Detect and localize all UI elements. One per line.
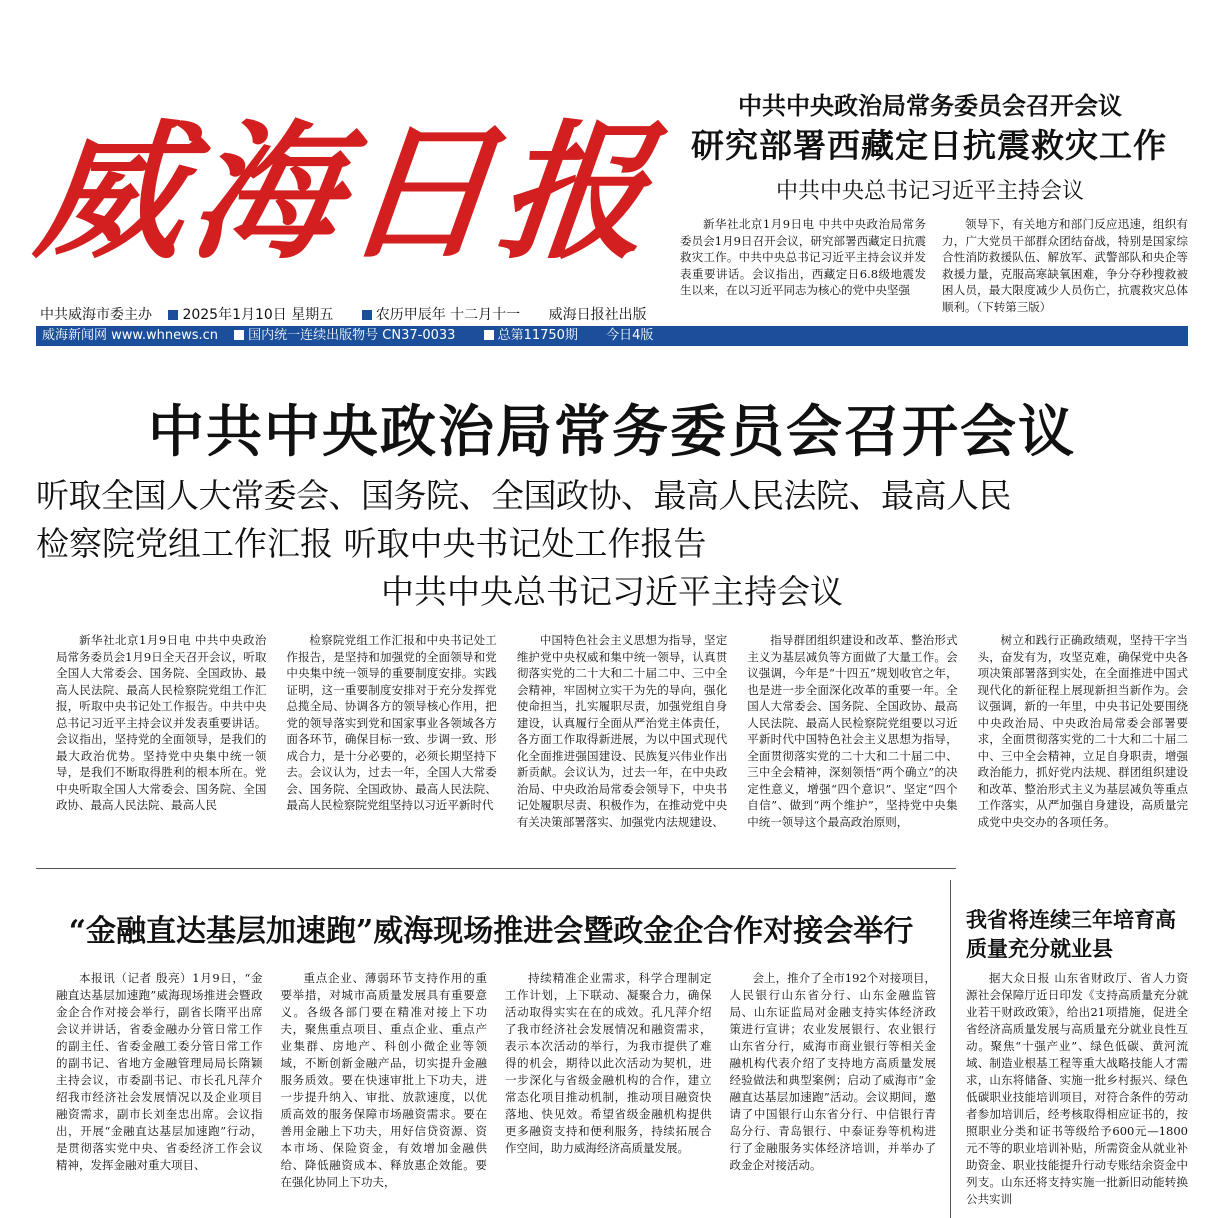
continued-note: （下转第三版） [976, 299, 1052, 314]
lunar-date-label: 农历甲辰年 十二月十一 [375, 307, 521, 323]
side-story-headline[interactable]: 我省将连续三年培育高质量充分就业县 [966, 908, 1176, 961]
issue-label: 总第11750期 [497, 328, 578, 343]
square-bullet-icon [168, 310, 178, 320]
masthead-info-line [40, 304, 660, 326]
main-headline[interactable]: 中共中央政治局常务委员会召开会议 [148, 399, 1076, 465]
finance-story-headline[interactable]: “金融直达基层加速跑”威海现场推进会暨政金企合作对接会举行 [68, 914, 914, 949]
main-subhead-2: 检察院党组工作汇报 听取中央书记处工作报告 [36, 524, 707, 563]
pages-label: 今日4版 [606, 328, 654, 343]
cn-number-label: 国内统一连续出版物号 CN37-0033 [248, 328, 456, 343]
column-divider [950, 880, 951, 1218]
finance-story-column: 持续精准企业需求，科学合理制定工作计划，上下联动、凝聚合力，确保活动取得实实在在的成效。孔凡萍介绍了我市经济社会发展情况和融资需求，表示本次活动的举行，为我市提供了难得的机会，期待以此次活动为契机，进一步深化与省级金融机构的合作，建立常态化项目推动机制，推动项目融资快落地、快见效。希望省级金融机构提供更多融资支持和便利服务，持续拓展合作空间，助力威海经济高质量发展。 [505, 971, 712, 1155]
main-subhead-1: 听取全国人大常委会、国务院、全国政协、最高人民法院、最高人民 [36, 476, 1011, 515]
square-bullet-icon [234, 330, 244, 340]
publisher-label: 威海日报社出版 [548, 307, 647, 323]
side-story-body [966, 970, 1188, 1218]
finance-story-column: 本报讯（记者 殷亮）1月9日，“金融直达基层加速跑”威海现场推进会暨政金企合作对接会举行，副省长隋平出席会议并讲话，省委金融办分管日常工作的副主任、省委金融工委分管日常工作的副书记、省地方金融管理局局长隋颖主持会议，市委副书记、市长孔凡萍介绍我市经济社会发展情况以及企业项目融资需求，副市长刘奎忠出席。会议指出，开展“金融直达基层加速跑”行动，是贯彻落实党中央、省委经济工作会议精神，发挥金融对重大项目、 [56, 971, 263, 1172]
finance-story-body [56, 970, 936, 1218]
square-bullet-icon [484, 330, 494, 340]
top-story-subhead: 中共中央总书记习近平主持会议 [775, 179, 1084, 204]
date-label: 2025年1月10日 星期五 [182, 307, 334, 323]
side-story-text: 据大众日报 山东省财政厅、省人力资源社会保障厅近日印发《支持高质量充分就业若干财政政策》，给出21项措施，促进全省经济高质量发展与高质量充分就业良性互动。聚焦“十强产业”、绿色低碳、黄河流域、制造业根基工程等重大战略技能人才需求，山东将储备、实施一批乡村振兴、绿色低碳职业技能培训项目，对符合条件的劳动者参加培训后，经考核取得相应证书的，按照职业分类和证书等级给予600元—1800元不等的职业培训补贴，所需资金从就业补助资金、职业技能提升行动专账结余资金中列支。山东还将支持实施一批新旧动能转换公共实训 [966, 971, 1188, 1206]
main-story-column: 树立和践行正确政绩观，坚持干字当头，奋发有为，攻坚克难，确保党中央各项决策部署落到实处，在全面推进中国式现代化的新征程上展现新担当新作为。会议强调，新的一年里，中央书记处要围绕中央政治局、中央政治局常委会部署要求，全面贯彻落实党的二十大和二十届二中、三中全会精神，立足自身职责，增强政治能力，抓好党内法规、群团组织建设和改革、整治形式主义为基层减负等重点工作落实，从严加强自身建设，高质量完成党中央交办的各项任务。 [977, 633, 1189, 829]
top-story-column: 新华社北京1月9日电 中共中央政治局常务委员会1月9日召开会议，研究部署西藏定日抗震救灾工作。中共中央总书记习近平主持会议并发表重要讲话。会议指出，西藏定日6.8级地震发生以来，在以习近平同志为核心的党中央坚强 [680, 217, 926, 297]
main-story-column: 指导群团组织建设和改革、整治形式主义为基层减负等方面做了大量工作。会议强调，今年是“十四五”规划收官之年，也是进一步全面深化改革的重要一年。全国人大常委会、国务院、全国政协、最高人民法院、最高人民检察院党组要以习近平新时代中国特色社会主义思想为指导，全面贯彻落实党的二十大和二十届二中、三中全会精神，深刻领悟“两个确立”的决定性意义，增强“四个意识”、坚定“四个自信”、做到“两个维护”，坚持党中央集中统一领导这个最高政治原则， [747, 633, 958, 829]
main-story-column: 新华社北京1月9日电 中共中央政治局常务委员会1月9日全天召开会议，听取全国人大常委会、国务院、全国政协、最高人民法院、最高人民检察院党组工作汇报，听取中央书记处工作报告。中共中央总书记习近平主持会议并发表重要讲话。会议指出，坚持党的全面领导，是我们的最大政治优势。坚持党中央集中统一领导，是我们不断取得胜利的根本所在。党中央听取全国人大常委会、国务院、全国政协、最高人民法院、最高人民 [56, 633, 267, 812]
sponsor-label: 中共威海市委主办 [40, 307, 152, 323]
main-story-column: 检察院党组工作汇报和中央书记处工作报告，是坚持和加强党的全面领导和党中央集中统一领导的重要制度安排。实践证明，这一重要制度安排对于充分发挥党总揽全局、协调各方的领导核心作用，把党的领导落实到党和国家事业各领域各方面各环节，确保目标一致、步调一致、形成合力，是十分必要的，必须长期坚持下去。会议认为，过去一年，全国人大常委会、国务院、全国政协、最高人民法院、最高人民检察院党组坚持以习近平新时代 [286, 633, 497, 812]
top-story-headline[interactable]: 研究部署西藏定日抗震救灾工作 [691, 126, 1167, 165]
masthead-bar-line [42, 326, 665, 346]
square-bullet-icon [362, 310, 372, 320]
website-label[interactable]: 威海新闻网 www.whnews.cn [42, 328, 219, 343]
main-story-body [56, 632, 1188, 836]
masthead-title: 威海日报 [28, 105, 664, 279]
top-story-column: 领导下，有关地方和部门反应迅速，组织有力，广大党员干部群众团结奋战，特别是国家综合性消防救援队伍、解放军、武警部队和央企等救援力量，克服高寒缺氧困难，争分夺秒搜救被困人员，最大限度减少人员伤亡，抗震救灾总体顺利。（下转第三版） [942, 217, 1188, 314]
top-story-body [680, 216, 1188, 320]
main-subhead-3: 中共中央总书记习近平主持会议 [381, 572, 843, 611]
top-story-kicker: 中共中央政治局常务委员会召开会议 [738, 92, 1122, 120]
main-story-column: 中国特色社会主义思想为指导，坚定维护党中央权威和集中统一领导，认真贯彻落实党的二十大和二十届二中、三中全会精神，牢固树立实干为先的导向，强化使命担当，扎实履职尽责，加强党组自身建设，认真履行全面从严治党主体责任，各方面工作取得新进展，为以中国式现代化全面推进强国建设、民族复兴伟业作出新贡献。会议认为，过去一年，在中央政治局、中央政治局常委会领导下，中央书记处履职尽责、积极作为，在推动党中央有关决策部署落实、加强党内法规建设、 [516, 633, 728, 829]
finance-story-column: 重点企业、薄弱环节支持作用的重要举措，对城市高质量发展具有重要意义。各级各部门要在精准对接上下功夫，聚焦重点项目、重点企业、重点产业集群、房地产、科创小微企业等领域，不断创新金融产品，切实提升金融服务质效。要在快速审批上下功夫，进一步提升纳入、审批、放款速度，以优质高效的服务保障市场融资需求。要在善用金融上下功夫，用好信贷资源、资本市场、保险资金，有效增加金融供给、降低融资成本、释放惠企效能。要在强化协同上下功夫， [280, 971, 487, 1189]
section-divider [36, 868, 956, 869]
finance-story-column: 会上，推介了全市192个对接项目，人民银行山东省分行、山东金融监管局、山东证监局对金融支持实体经济政策进行宣讲；农业发展银行、农业银行山东省分行，威海市商业银行等相关金融机构代表介绍了支持地方高质量发展经验做法和典型案例；启动了威海市“金融直达基层加速跑”活动。会议期间，邀请了中国银行山东省分行、中信银行青岛分行、青岛银行、中泰证券等机构进行了金融服务实体经济培训，并举办了政金企对接活动。 [729, 971, 936, 1172]
